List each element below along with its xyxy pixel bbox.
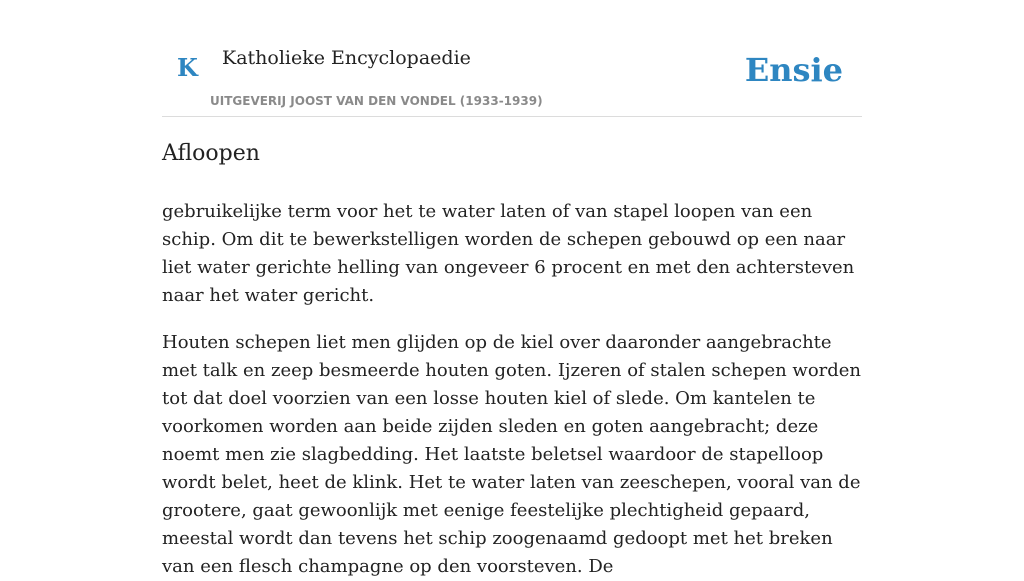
- article-paragraph: gebruikelijke term voor het te water laten of van stapel loopen van een schip. Om dit te bewerkstelligen worden de schepen gebouwd op een naar liet water gerichte helling van ongeveer 6 procent en met den achtersteven naar het water gericht.: [162, 201, 855, 306]
- ensie-brand-link[interactable]: Ensie: [744, 51, 843, 89]
- logo-icon[interactable]: K: [177, 53, 198, 82]
- encyclopedia-title-link[interactable]: Katholieke Encyclopaedie: [222, 47, 471, 69]
- article-title: Afloopen: [162, 141, 260, 166]
- article: [162, 134, 862, 581]
- publisher-label: UITGEVERIJ JOOST VAN DEN VONDEL (1933-1939): [210, 94, 543, 108]
- article-paragraph: Houten schepen liet men glijden op de kiel over daaronder aangebrachte met talk en zeep besmeerde houten goten. Ijzeren of stalen schepen worden tot dat doel voorzien van een losse houten kiel of slede. Om kantelen te voorkomen worden aan beide zijden sleden en goten aangebracht; deze noemt men zie slagbedding. Het laatste beletsel waardoor de stapelloop wordt belet, heet de klink. Het te water laten van zeeschepen, vooral van de grootere, gaat gewoonlijk met eenige feestelijke plechtigheid gepaard, meestal wordt dan tevens het schip zoogenaamd gedoopt met het breken van een flesch champagne op den voorsteven. De: [162, 332, 862, 577]
- site-header: [162, 0, 862, 117]
